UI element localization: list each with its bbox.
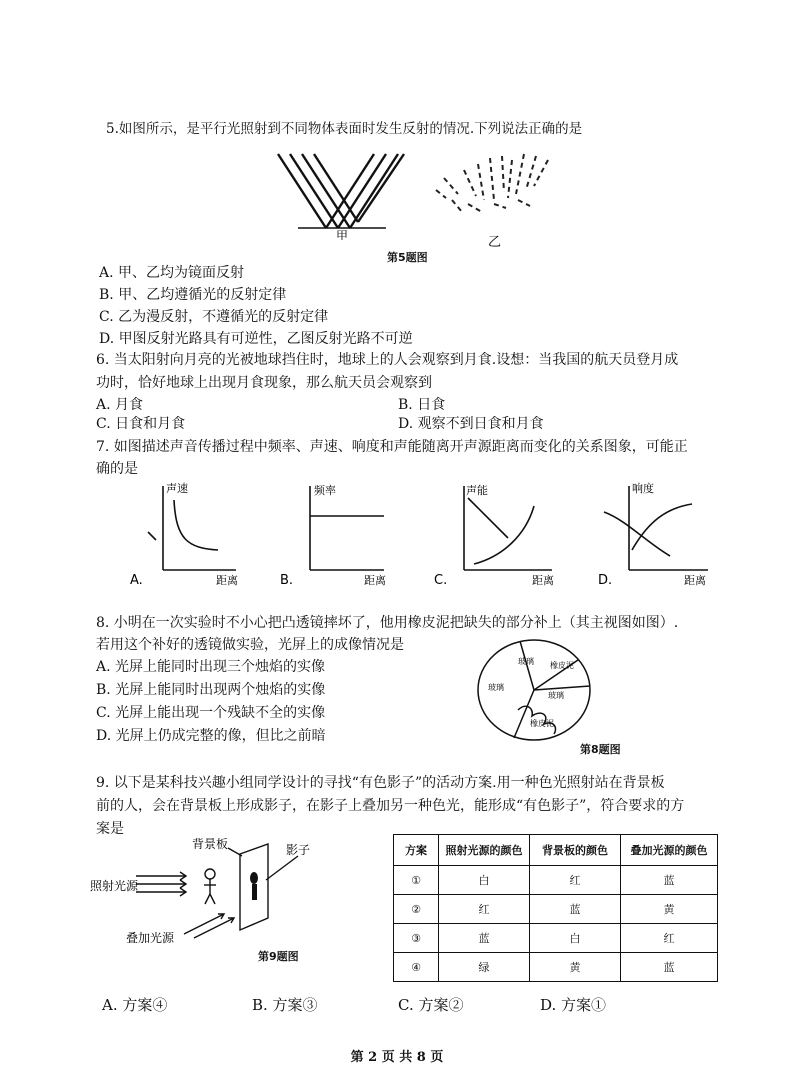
q8-option-d: D. 光屏上仍成完整的像，但比之前暗 xyxy=(96,728,326,744)
svg-text:声速: 声速 xyxy=(166,482,188,495)
svg-text:距离: 距离 xyxy=(684,574,706,587)
svg-text:橡皮泥: 橡皮泥 xyxy=(530,719,554,728)
table-header: 背景板的颜色 xyxy=(530,835,621,866)
q5-figure-jia xyxy=(276,150,406,240)
q5-option-a: A. 甲、乙均为镜面反射 xyxy=(99,265,245,281)
table-cell: 红 xyxy=(530,866,621,895)
svg-text:玻璃: 玻璃 xyxy=(488,683,504,692)
q8-stem-line2: 若用这个补好的透镜做实验，光屏上的成像情况是 xyxy=(96,637,404,653)
q9-option-c: C. 方案② xyxy=(398,996,464,1014)
table-cell: ② xyxy=(394,895,439,924)
table-cell: 绿 xyxy=(439,953,530,982)
q5-caption: 第5题图 xyxy=(387,251,428,264)
svg-text:响度: 响度 xyxy=(632,482,654,495)
q9-setup-figure xyxy=(90,834,330,944)
svg-text:叠加光源: 叠加光源 xyxy=(126,931,175,944)
svg-text:照射光源: 照射光源 xyxy=(90,879,139,893)
table-row xyxy=(394,895,718,924)
table-row xyxy=(394,866,718,895)
q6-option-d: D. 观察不到日食和月食 xyxy=(398,416,544,432)
svg-text:橡皮泥: 橡皮泥 xyxy=(550,661,574,670)
q6-option-c: C. 日食和月食 xyxy=(96,416,186,432)
q9-option-d: D. 方案① xyxy=(540,996,607,1014)
table-cell: 蓝 xyxy=(530,895,621,924)
q7-stem-line1: 7. 如图描述声音传播过程中频率、声速、响度和声能随离开声源距离而变化的关系图象，可能正 xyxy=(96,439,688,455)
table-cell: 黄 xyxy=(530,953,621,982)
svg-text:玻璃: 玻璃 xyxy=(518,657,534,666)
table-cell: 白 xyxy=(439,866,530,895)
q8-lens-figure xyxy=(474,638,594,742)
q8-option-b: B. 光屏上能同时出现两个烛焰的实像 xyxy=(96,682,326,698)
table-cell: 红 xyxy=(621,924,718,953)
table-header: 方案 xyxy=(394,835,439,866)
svg-text:D.: D. xyxy=(598,573,613,588)
svg-text:玻璃: 玻璃 xyxy=(548,691,564,700)
table-cell: 蓝 xyxy=(621,953,718,982)
q5-label-jia: 甲 xyxy=(336,229,349,240)
q9-caption: 第9题图 xyxy=(258,950,299,963)
svg-text:距离: 距离 xyxy=(216,574,238,587)
svg-text:背景板: 背景板 xyxy=(192,837,229,851)
q8-caption: 第8题图 xyxy=(580,743,621,756)
svg-text:频率: 频率 xyxy=(314,484,336,497)
svg-text:C.: C. xyxy=(434,573,448,588)
svg-text:距离: 距离 xyxy=(364,574,386,587)
q7-graph-d xyxy=(596,480,726,588)
q5-option-d: D. 甲图反射光路具有可逆性，乙图反射光路不可逆 xyxy=(99,331,413,347)
q7-graph-c xyxy=(434,480,564,588)
q5-stem: 5.如图所示，是平行光照射到不同物体表面时发生反射的情况.下列说法正确的是 xyxy=(106,121,583,137)
q5-option-c: C. 乙为漫反射，不遵循光的反射定律 xyxy=(99,309,329,325)
page-footer: 第 2 页 共 8 页 xyxy=(350,1050,444,1065)
q9-scheme-table xyxy=(393,834,718,982)
q6-stem-line1: 6. 当太阳射向月亮的光被地球挡住时，地球上的人会观察到月食.设想：当我国的航天员登月成 xyxy=(96,352,679,368)
table-cell: 白 xyxy=(530,924,621,953)
q7-graph-a xyxy=(128,480,258,588)
table-header: 照射光源的颜色 xyxy=(439,835,530,866)
q6-option-b: B. 日食 xyxy=(398,397,446,413)
table-cell: 红 xyxy=(439,895,530,924)
q8-option-c: C. 光屏上能出现一个残缺不全的实像 xyxy=(96,705,326,721)
table-cell: 黄 xyxy=(621,895,718,924)
svg-text:B.: B. xyxy=(280,573,294,588)
table-row xyxy=(394,924,718,953)
q9-stem-line1: 9. 以下是某科技兴趣小组同学设计的寻找“有色影子”的活动方案.用一种色光照射站在背景板 xyxy=(96,775,665,791)
table-cell: ① xyxy=(394,866,439,895)
q5-option-b: B. 甲、乙均遵循光的反射定律 xyxy=(99,287,287,303)
table-header-row xyxy=(394,835,718,866)
q9-stem-line3: 案是 xyxy=(96,821,124,837)
table-cell: 蓝 xyxy=(439,924,530,953)
q6-stem-line2: 功时，恰好地球上出现月食现象，那么航天员会观察到 xyxy=(96,375,432,391)
q9-stem-line2: 前的人，会在背景板上形成影子，在影子上叠加另一种色光，能形成“有色影子”，符合要求的方 xyxy=(96,798,685,814)
q5-label-yi: 乙 xyxy=(488,235,502,250)
table-cell: 蓝 xyxy=(621,866,718,895)
svg-text:A.: A. xyxy=(130,573,143,588)
q5-figure-yi xyxy=(432,150,562,250)
table-cell: ③ xyxy=(394,924,439,953)
q7-stem-line2: 确的是 xyxy=(96,461,138,477)
q9-option-b: B. 方案③ xyxy=(252,996,318,1014)
table-row xyxy=(394,953,718,982)
q8-option-a: A. 光屏上能同时出现三个烛焰的实像 xyxy=(96,659,326,675)
q8-stem-line1: 8. 小明在一次实验时不小心把凸透镜摔坏了，他用橡皮泥把缺失的部分补上（其主视图如图）. xyxy=(96,615,679,631)
svg-text:距离: 距离 xyxy=(532,574,554,587)
q6-option-a: A. 月食 xyxy=(96,397,144,413)
q7-graph-b xyxy=(280,480,400,588)
svg-text:声能: 声能 xyxy=(466,484,488,497)
table-cell: ④ xyxy=(394,953,439,982)
svg-text:影子: 影子 xyxy=(286,843,311,857)
table-header: 叠加光源的颜色 xyxy=(621,835,718,866)
q9-option-a: A. 方案④ xyxy=(102,996,168,1014)
